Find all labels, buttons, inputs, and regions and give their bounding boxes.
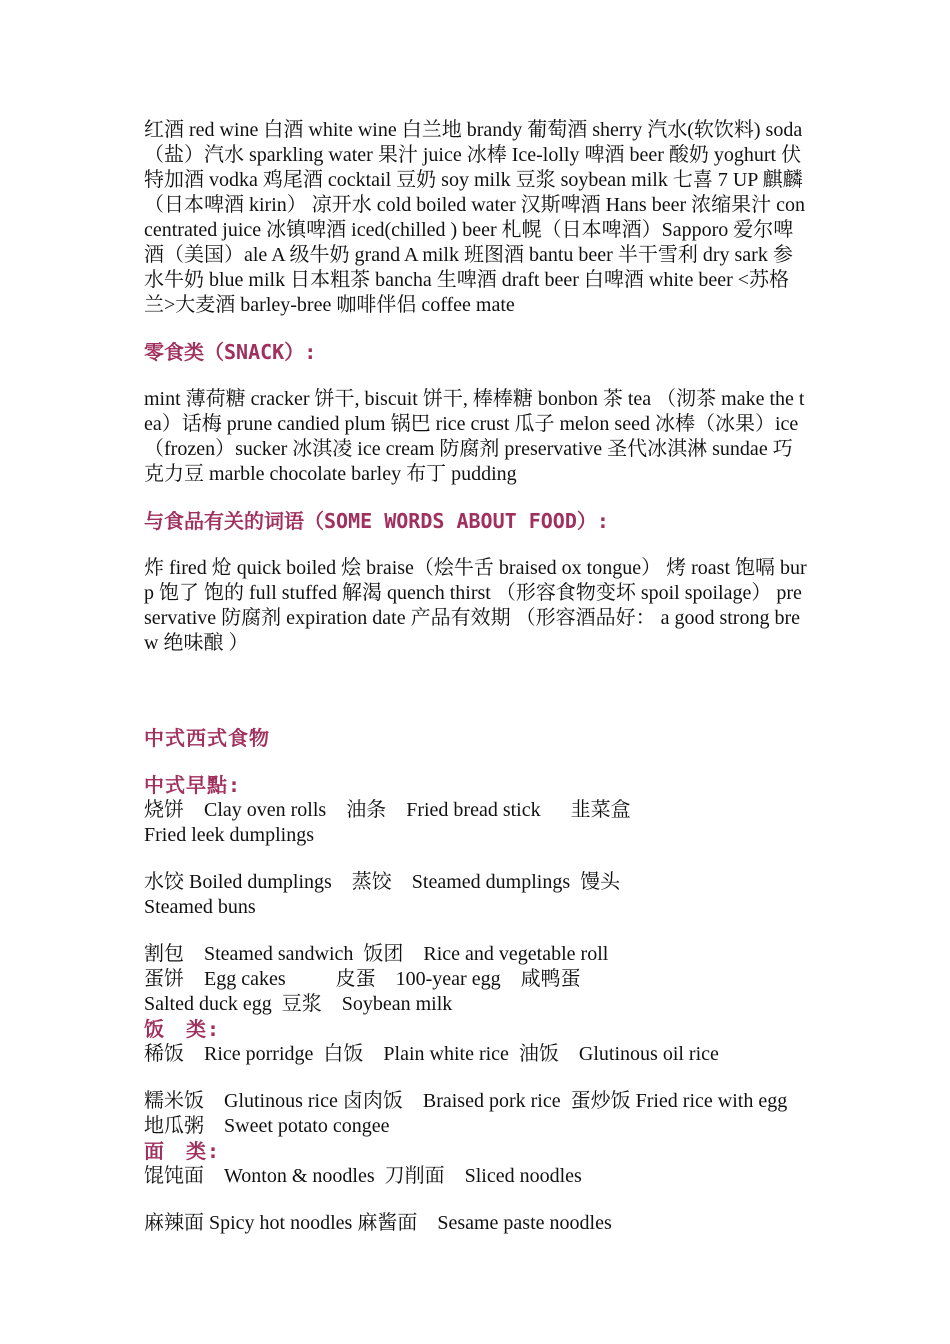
section-title: 中式西式食物 [144,726,270,750]
rice-line: 糯米饭 Glutinous rice 卤肉饭 Braised pork rice 蛋炒饭 Fried rice with egg 地瓜粥 Sweet potato congee [144,1090,798,1137]
noodles-line: 麻辣面 Spicy hot noodles 麻酱面 Sesame paste noodles [144,1212,612,1234]
drinks-paragraph: 红酒 red wine 白酒 white wine 白兰地 brandy 葡萄酒 sherry 汽水(软饮料) soda （盐）汽水 sparkling water 果汁 juice 冰棒 Ice-lolly 啤酒 beer 酸奶 yoghurt 伏特加酒 vodka 鸡尾酒 cocktail 豆奶 soy milk 豆浆 soybean milk 七喜 7 UP 麒麟（日本啤酒 kirin） 凉开水 cold boiled water 汉斯啤酒 Hans beer 浓缩果汁 concentrated juice 冰镇啤酒 iced(chilled ) beer 札幌（日本啤酒）Sapporo 爱尔啤酒（美国）ale A 级牛奶 grand A milk 班图酒 bantu beer 半干雪利 dry sark 参水牛奶 blue milk 日本粗茶 bancha 生啤酒 draft beer 白啤酒 white beer <苏格兰>大麦酒 barley-bree 咖啡伴侣 coffee mate [144,119,808,316]
breakfast-line: 烧饼 Clay oven rolls 油条 Fried bread stick 韭菜盒 Fried leek dumplings [144,799,631,846]
rice-heading: 饭 类: [144,1017,221,1041]
rice-line: 稀饭 Rice porridge 白饭 Plain white rice 油饭 Glutinous oil rice [144,1043,719,1065]
snack-paragraph: mint 薄荷糖 cracker 饼干, biscuit 饼干, 棒棒糖 bonbon 茶 tea （沏茶 make the tea）话梅 prune candied plum 锅巴 rice crust 瓜子 melon seed 冰棒（冰果）ice（frozen）sucker 冰淇凌 ice cream 防腐剂 preservative 圣代冰淇淋 sundae 巧克力豆 marble chocolate barley 布丁 pudding [144,388,805,485]
noodles-line: 馄饨面 Wonton & noodles 刀削面 Sliced noodles [144,1165,582,1187]
snack-heading: 零食类（SNACK）: [144,340,317,364]
document-page [144,118,808,1236]
breakfast-line: 水饺 Boiled dumplings 蒸饺 Steamed dumplings 馒头 Steamed buns [144,871,621,918]
breakfast-heading: 中式早點: [144,773,242,797]
noodles-heading: 面 类: [144,1139,221,1163]
food-words-heading: 与食品有关的词语（SOME WORDS ABOUT FOOD）: [144,509,609,533]
food-words-paragraph: 炸 fired 炝 quick boiled 烩 braise（烩牛舌 braised ox tongue） 烤 roast 饱嗝 burp 饱了 饱的 full stuffed 解渴 quench thirst （形容食物变坏 spoil spoilage） preservative 防腐剂 expiration date 产品有效期 （形容酒品好： a good strong brew 绝味酿 ） [144,557,807,654]
breakfast-line: 割包 Steamed sandwich 饭团 Rice and vegetable roll 蛋饼 Egg cakes 皮蛋 100-year egg 咸鸭蛋 Salted duck egg 豆浆 Soybean milk [144,943,609,1015]
